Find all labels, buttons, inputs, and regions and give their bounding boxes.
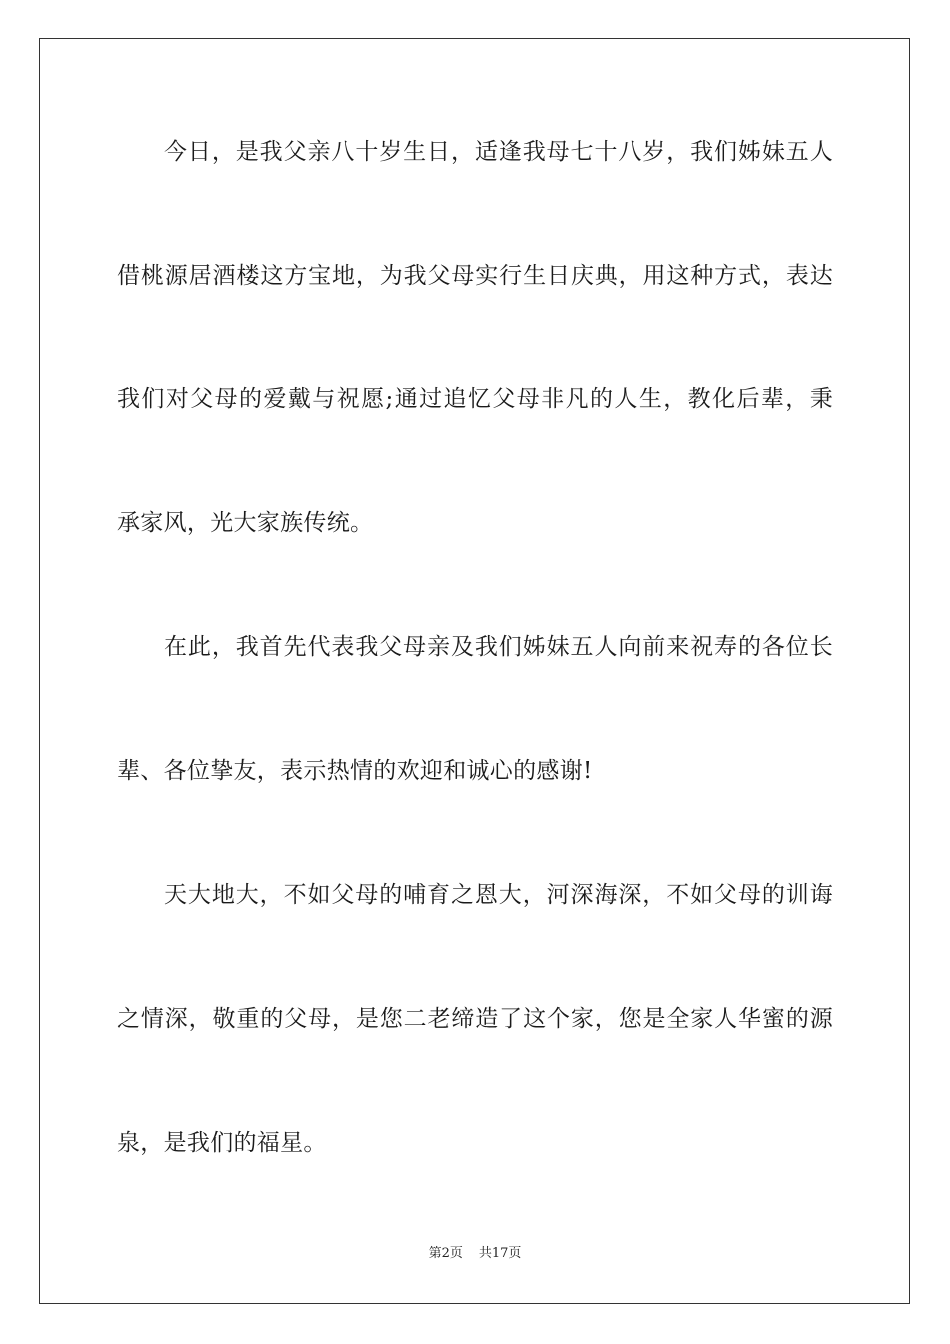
paragraph-1-line-4: 承家风，光大家族传统。 <box>117 510 374 536</box>
paragraph-3-line-1: 天大地大，不如父母的哺育之恩大，河深海深，不如父母的训诲 <box>164 882 833 908</box>
paragraph-3-line-3: 泉，是我们的福星。 <box>117 1130 327 1156</box>
paragraph-3-line-2: 之情深，敬重的父母，是您二老缔造了这个家，您是全家人华蜜的源 <box>117 1006 833 1032</box>
page-footer <box>0 1245 950 1263</box>
paragraph-1-line-3: 我们对父母的爱戴与祝愿;通过追忆父母非凡的人生，教化后辈，秉 <box>117 386 833 412</box>
paragraph-1-line-1: 今日，是我父亲八十岁生日，适逢我母七十八岁，我们姊妹五人 <box>164 139 833 165</box>
paragraph-2-line-2: 辈、各位挚友，表示热情的欢迎和诚心的感谢! <box>117 758 593 784</box>
paragraph-1-line-2: 借桃源居酒楼这方宝地，为我父母实行生日庆典，用这种方式，表达 <box>117 263 833 289</box>
page-total: 共17页 <box>478 1246 522 1261</box>
page-number: 第2页 <box>428 1246 463 1261</box>
paragraph-2-line-1: 在此，我首先代表我父母亲及我们姊妹五人向前来祝寿的各位长 <box>164 634 833 660</box>
page-border <box>39 38 910 1304</box>
